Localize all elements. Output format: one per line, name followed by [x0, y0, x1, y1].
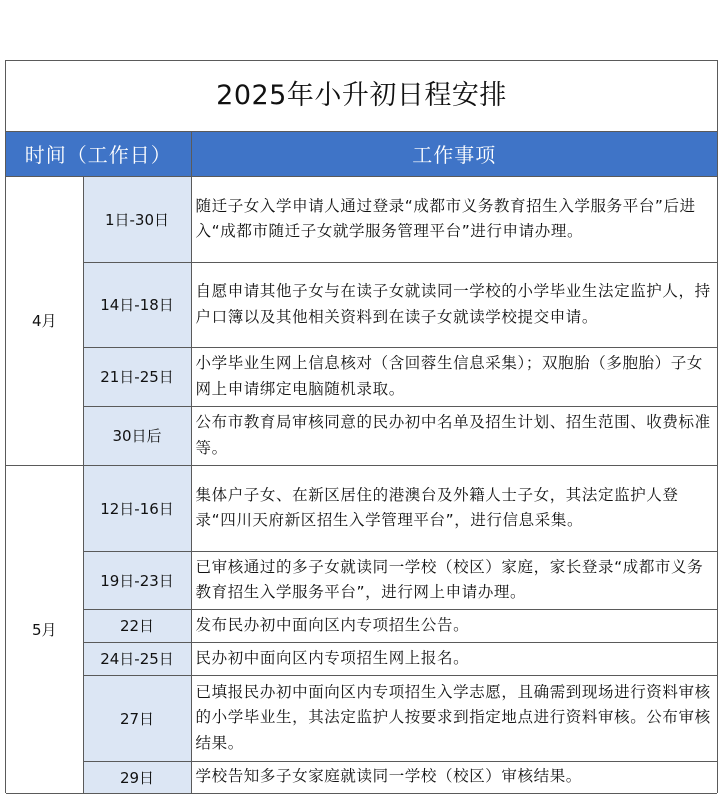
task-cell: 公布市教育局审核同意的民办初中名单及招生计划、招生范围、收费标准等。 — [191, 406, 717, 465]
table-row — [6, 761, 717, 793]
task-cell: 已审核通过的多子女就读同一学校（校区）家庭，家长登录“成都市义务教育招生入学服务平台”，进行网上申请办理。 — [191, 551, 717, 609]
schedule-table — [6, 132, 717, 794]
date-cell: 19日-23日 — [83, 551, 191, 609]
table-row — [6, 675, 717, 761]
schedule-document — [5, 60, 718, 793]
date-cell: 22日 — [83, 609, 191, 642]
task-cell: 发布民办初中面向区内专项招生公告。 — [191, 609, 717, 642]
month-may: 5月 — [6, 465, 83, 793]
date-cell: 30日后 — [83, 406, 191, 465]
month-april: 4月 — [6, 176, 83, 465]
table-row — [6, 347, 717, 406]
task-cell: 已填报民办初中面向区内专项招生入学志愿，且确需到现场进行资料审核的小学毕业生，其法定监护人按要求到指定地点进行资料审核。公布审核结果。 — [191, 675, 717, 761]
task-cell: 学校告知多子女家庭就读同一学校（校区）审核结果。 — [191, 761, 717, 793]
task-cell: 自愿申请其他子女与在读子女就读同一学校的小学毕业生法定监护人，持户口簿以及其他相关资料到在读子女就读学校提交申请。 — [191, 262, 717, 347]
table-row — [6, 551, 717, 609]
table-row — [6, 262, 717, 347]
header-task: 工作事项 — [191, 132, 717, 176]
table-row — [6, 609, 717, 642]
date-cell: 14日-18日 — [83, 262, 191, 347]
date-cell: 21日-25日 — [83, 347, 191, 406]
date-cell: 1日-30日 — [83, 176, 191, 262]
date-cell: 24日-25日 — [83, 642, 191, 675]
task-cell: 随迁子女入学申请人通过登录“成都市义务教育招生入学服务平台”后进入“成都市随迁子女就学服务管理平台”进行申请办理。 — [191, 176, 717, 262]
table-row — [6, 176, 717, 262]
date-cell: 29日 — [83, 761, 191, 793]
table-row — [6, 642, 717, 675]
date-cell: 12日-16日 — [83, 465, 191, 551]
table-row — [6, 406, 717, 465]
task-cell: 集体户子女、在新区居住的港澳台及外籍人士子女，其法定监护人登录“四川天府新区招生入学管理平台”，进行信息采集。 — [191, 465, 717, 551]
table-header-row — [6, 132, 717, 176]
task-cell: 民办初中面向区内专项招生网上报名。 — [191, 642, 717, 675]
task-cell: 小学毕业生网上信息核对（含回蓉生信息采集）；双胞胎（多胞胎）子女网上申请绑定电脑随机录取。 — [191, 347, 717, 406]
table-row — [6, 465, 717, 551]
page-title: 2025年小升初日程安排 — [6, 61, 717, 132]
header-time: 时间（工作日） — [6, 132, 191, 176]
date-cell: 27日 — [83, 675, 191, 761]
